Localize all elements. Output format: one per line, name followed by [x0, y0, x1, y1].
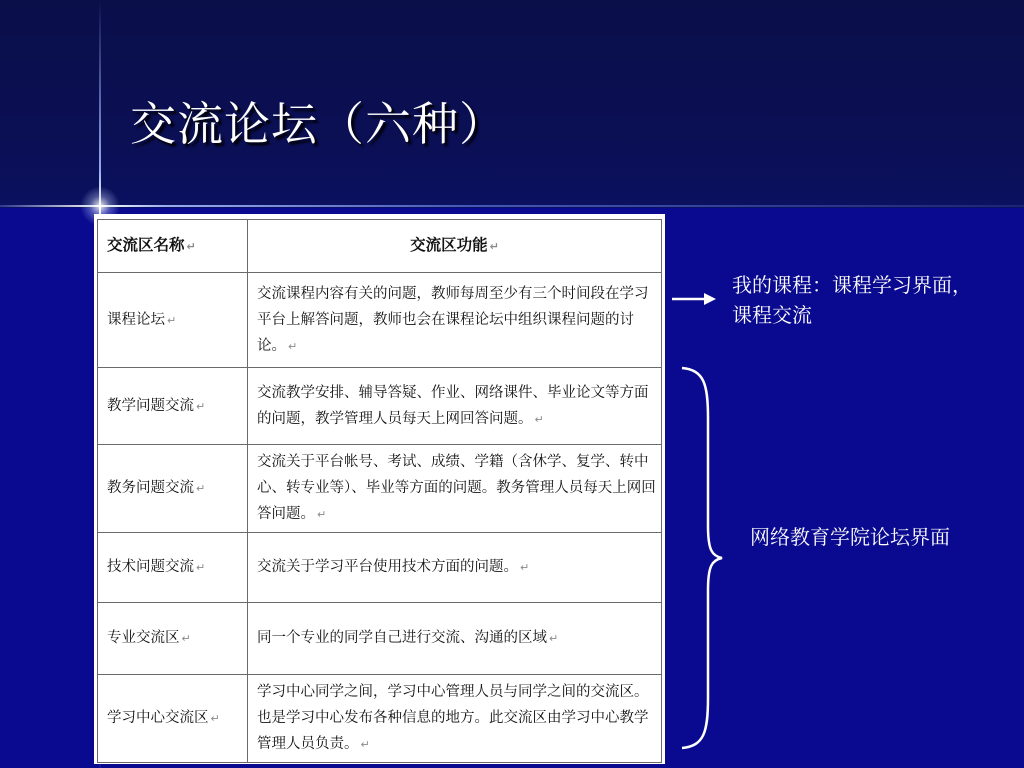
row-function-text: 交流教学安排、辅导答疑、作业、网络课件、毕业论文等方面的问题，教学管理人员每天上网回答问题。 [257, 384, 649, 427]
row-function-text: 学习中心同学之间，学习中心管理人员与同学之间的交流区。也是学习中心发布各种信息的地方。此交流区由学习中心教学管理人员负责。 [257, 684, 649, 752]
header-name-cell [98, 220, 248, 273]
row-function-text: 交流关于学习平台使用技术方面的问题。 [257, 559, 518, 575]
row-function-cell [248, 675, 662, 763]
paragraph-mark-icon: ↵ [210, 712, 220, 725]
paragraph-mark-icon: ↵ [288, 339, 298, 353]
table-row [98, 273, 662, 368]
header-name-label: 交流区名称 [107, 236, 185, 254]
forum-table [97, 219, 662, 763]
table-row [98, 368, 662, 445]
row-name-cell [98, 675, 248, 763]
paragraph-mark-icon: ↵ [549, 632, 559, 645]
right-brace-icon [676, 366, 726, 750]
row-function-text: 交流关于平台帐号、考试、成绩、学籍（含休学、复学、转中心、转专业等）、毕业等方面的问题。教务管理人员每天上网回答问题。 [257, 454, 656, 522]
row-function-text: 同一个专业的同学自己进行交流、沟通的区域 [257, 630, 547, 646]
paragraph-mark-icon: ↵ [489, 240, 499, 253]
row-name-cell [98, 603, 248, 675]
row-name-cell [98, 445, 248, 533]
paragraph-mark-icon: ↵ [167, 313, 177, 327]
college-forum-note: 网络教育学院论坛界面 [750, 525, 950, 549]
right-arrow-icon [672, 292, 716, 306]
row-name-cell [98, 273, 248, 368]
forum-table-frame [94, 214, 665, 764]
row-function-cell [248, 368, 662, 445]
row-function-cell [248, 273, 662, 368]
slide-title: 交流论坛（六种） [130, 97, 506, 151]
paragraph-mark-icon: ↵ [360, 738, 370, 751]
row-name-cell [98, 368, 248, 445]
row-name-text: 教务问题交流 [107, 480, 194, 496]
table-row [98, 675, 662, 763]
paragraph-mark-icon: ↵ [520, 561, 530, 574]
paragraph-mark-icon: ↵ [196, 482, 206, 495]
row-name-cell [98, 533, 248, 603]
table-row [98, 445, 662, 533]
paragraph-mark-icon: ↵ [181, 632, 191, 645]
header-function-cell [248, 220, 662, 273]
header-function-label: 交流区功能 [410, 236, 488, 254]
paragraph-mark-icon: ↵ [196, 561, 206, 574]
decorative-horizontal-line [0, 205, 1024, 207]
row-name-text: 技术问题交流 [107, 559, 194, 575]
row-name-text: 教学问题交流 [107, 397, 194, 414]
row-function-text: 交流课程内容有关的问题，教师每周至少有三个时间段在学习平台上解答问题，教师也会在课程论坛中组织课程问题的讨论。 [257, 285, 649, 354]
course-forum-note: 我的课程：课程学习界面，课程交流 [732, 273, 972, 327]
row-name-text: 专业交流区 [107, 630, 180, 646]
table-header-row [98, 220, 662, 273]
row-function-cell [248, 533, 662, 603]
row-name-text: 课程论坛 [107, 311, 165, 328]
row-name-text: 学习中心交流区 [107, 710, 209, 726]
row-function-cell [248, 445, 662, 533]
row-function-cell [248, 603, 662, 675]
paragraph-mark-icon: ↵ [186, 240, 196, 253]
paragraph-mark-icon: ↵ [317, 508, 327, 521]
table-row [98, 533, 662, 603]
paragraph-mark-icon: ↵ [196, 399, 206, 413]
table-row [98, 603, 662, 675]
paragraph-mark-icon: ↵ [534, 412, 544, 426]
